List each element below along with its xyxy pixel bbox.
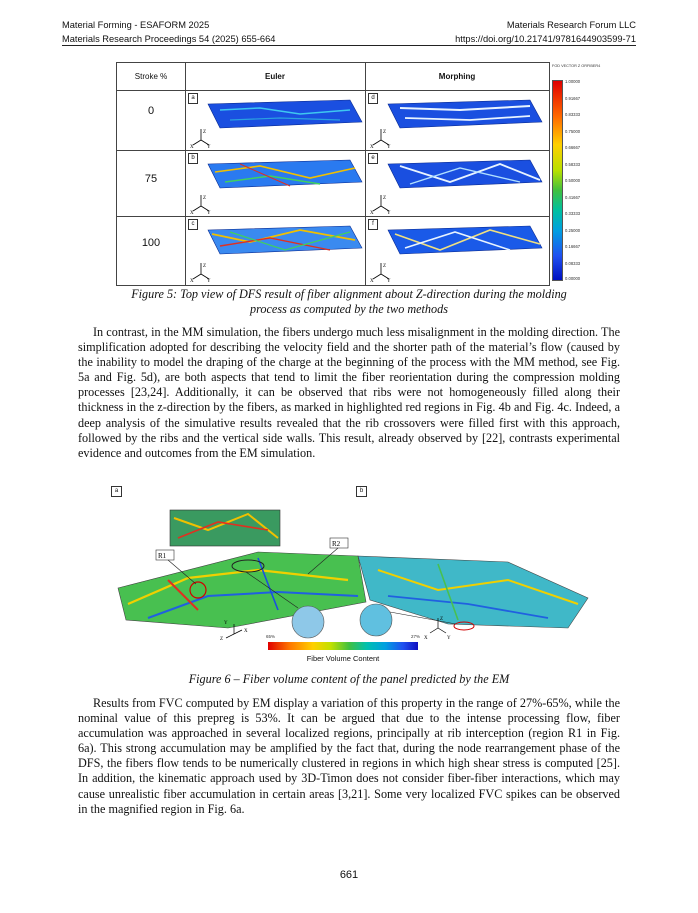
axis-x-label: X <box>370 211 374 214</box>
figure5-caption-line2: process as computed by the two methods <box>250 302 448 316</box>
euler-column-header: Euler <box>264 72 285 81</box>
axis-y-label: Y <box>207 279 211 282</box>
colorbar-tick: 0.33333 <box>565 211 581 216</box>
morphing-result-0 <box>366 91 548 150</box>
morphing-column-header: Morphing <box>438 72 476 81</box>
colorbar-max: 65% <box>266 634 276 639</box>
fiber-plot-euler-100 <box>200 224 365 256</box>
axis-triad <box>370 192 392 214</box>
colorbar-tick: 1.00000 <box>565 79 581 84</box>
panel-tag: b <box>188 153 198 164</box>
panel-tag: f <box>368 219 378 230</box>
running-header <box>62 20 636 31</box>
fiber-plot-morphing-100 <box>380 224 546 256</box>
axis-triad <box>370 126 392 148</box>
colorbar-tick: 0.08333 <box>565 260 581 266</box>
axis-x-label: X <box>190 211 194 214</box>
stroke-value-75: 75 <box>144 173 158 185</box>
colorbar-tick: 0.00000 <box>565 276 581 281</box>
doi-link[interactable]: https://doi.org/10.21741/9781644903599-71 <box>455 34 636 44</box>
stroke-column-header: Stroke % <box>134 72 168 81</box>
axis-x-label: X <box>244 629 248 634</box>
colorbar-tick: 0.25000 <box>565 227 581 233</box>
panel-tag: c <box>188 219 198 230</box>
axis-y-label: Y <box>207 145 211 148</box>
axis-y-label: Y <box>387 279 391 282</box>
region-r2-label: R2 <box>332 540 341 548</box>
figure6-caption: Figure 6 – Fiber volume content of the panel predicted by the EM <box>188 672 510 686</box>
axis-triad <box>190 260 212 282</box>
axis-x-label: X <box>424 636 428 640</box>
axis-z-label: Z <box>203 264 207 269</box>
axis-z-label: Z <box>220 637 224 640</box>
euler-result-75 <box>186 151 365 216</box>
paragraph-1-text: In contrast, in the MM simulation, the fibers undergo much less misalignment in the molding direction. The simplification adopted for describing the velocity field and the shorter path of the material’s flow (caused by the inability to model the draping of the charge at the beginning of the process with the MM method, see Fig. 5a and Fig. 5d), are both aspects that tend to limit the fiber reorientation during the compression molding processes [23,24]. Additionally, it can be observed that ribs were not homogeneously filled along their thickness in the z-direction by the fibers, as marked in highlighted red regions in Fig. 4b and Fig. 4c. Indeed, a deep analysis of the simulative results revealed that the rib crossovers were filled first with this approach, followed by the ribs and the vertical side walls. This result, already observed by [22], contrasts experimental evidence and outcomes from the EM simulation. <box>78 325 620 460</box>
axis-z-label: Z <box>383 196 387 201</box>
axis-x-label: X <box>370 279 374 282</box>
figure5-colorbar <box>552 62 604 284</box>
colorbar-min: 27% <box>410 634 420 639</box>
fiber-plot-euler-0 <box>200 98 365 130</box>
axis-triad <box>190 126 212 148</box>
axis-y-label: Y <box>387 211 391 214</box>
axis-x-label: X <box>370 145 374 148</box>
colorbar-tick: 0.16667 <box>565 244 581 249</box>
publisher-name: Materials Research Forum LLC <box>506 20 636 30</box>
axis-y-label: Y <box>224 621 228 626</box>
colorbar-gradient <box>268 642 418 650</box>
colorbar-tick: 0.41667 <box>565 194 581 200</box>
colorbar-tick: 0.83333 <box>565 112 581 117</box>
stroke-value-0: 0 <box>147 105 155 117</box>
colorbar-tick: 0.50000 <box>565 178 581 183</box>
morphing-result-100 <box>366 217 548 284</box>
conference-name: Material Forming - ESAFORM 2025 <box>62 20 210 30</box>
axis-x-label: X <box>190 145 194 148</box>
figure5-caption-line1: Figure 5: Top view of DFS result of fiber alignment about Z-direction during the molding <box>131 287 567 301</box>
euler-result-0 <box>186 91 365 150</box>
euler-result-100 <box>186 217 365 284</box>
axis-x-label: X <box>190 279 194 282</box>
colorbar-tick: 0.91667 <box>565 95 581 101</box>
axis-z-label: Z <box>203 196 207 201</box>
running-subheader <box>62 34 636 45</box>
colorbar-gradient <box>552 80 563 281</box>
header-divider <box>62 45 636 46</box>
colorbar-label: Fiber Volume Content <box>306 654 380 663</box>
figure6-panels <box>108 500 598 640</box>
proceedings-ref: Materials Research Proceedings 54 (2025) 655-664 <box>62 34 276 44</box>
axis-z-label: Z <box>203 130 207 135</box>
fiber-plot-euler-75 <box>200 158 365 190</box>
paragraph-2-text: Results from FVC computed by EM display a variation of this property in the range of 27%-65%, while the nominal value of this prepreg is 53%. It can be argued that due to the intense processing flow, fiber accumulation was approached in several localized regions, principally at rib interception (region R1 in Fig. 6a). This strong accumulation may be amplified by the fact that, during the node rearrangement phase of the DFS, the fibers flow tends to be numerically clustered in regions in which high shear stress is computed [25]. In addition, the kinematic approach used by 3D-Timon does not consider fiber-fiber interactions, which may cause unrealistic fiber accumulation in certain areas [3,21]. Some very localized FVC spikes can be observed in the magnified region in Fig. 6a. <box>78 696 620 816</box>
panel-tag: a <box>188 93 198 104</box>
axis-z-label: Z <box>383 264 387 269</box>
fiber-plot-morphing-75 <box>380 158 546 190</box>
stroke-value-100: 100 <box>141 237 161 249</box>
figure6-tag-b: b <box>356 486 367 497</box>
colorbar-tick: 0.75000 <box>565 128 581 134</box>
colorbar-tick: 0.66667 <box>565 145 581 150</box>
axis-y-label: Y <box>447 636 451 640</box>
fiber-plot-morphing-0 <box>380 98 546 130</box>
axis-y-label: Y <box>387 145 391 148</box>
paragraph-2 <box>78 696 620 817</box>
morphing-result-75 <box>366 151 548 216</box>
paragraph-1 <box>78 325 620 461</box>
colorbar-title: FOD VECTOR Z ORFIBER4 <box>552 64 601 68</box>
figure5-table <box>116 62 550 286</box>
axis-z-label: Z <box>440 617 444 622</box>
axis-triad <box>190 192 212 214</box>
axis-triad <box>370 260 392 282</box>
panel-tag: d <box>368 93 378 104</box>
axis-z-label: Z <box>383 130 387 135</box>
axis-y-label: Y <box>207 211 211 214</box>
panel-tag: e <box>368 153 378 164</box>
region-r1-label: R1 <box>158 552 167 560</box>
page-number: 661 <box>339 869 359 881</box>
colorbar-tick: 0.58333 <box>565 161 581 167</box>
figure6-tag-a: a <box>111 486 122 497</box>
